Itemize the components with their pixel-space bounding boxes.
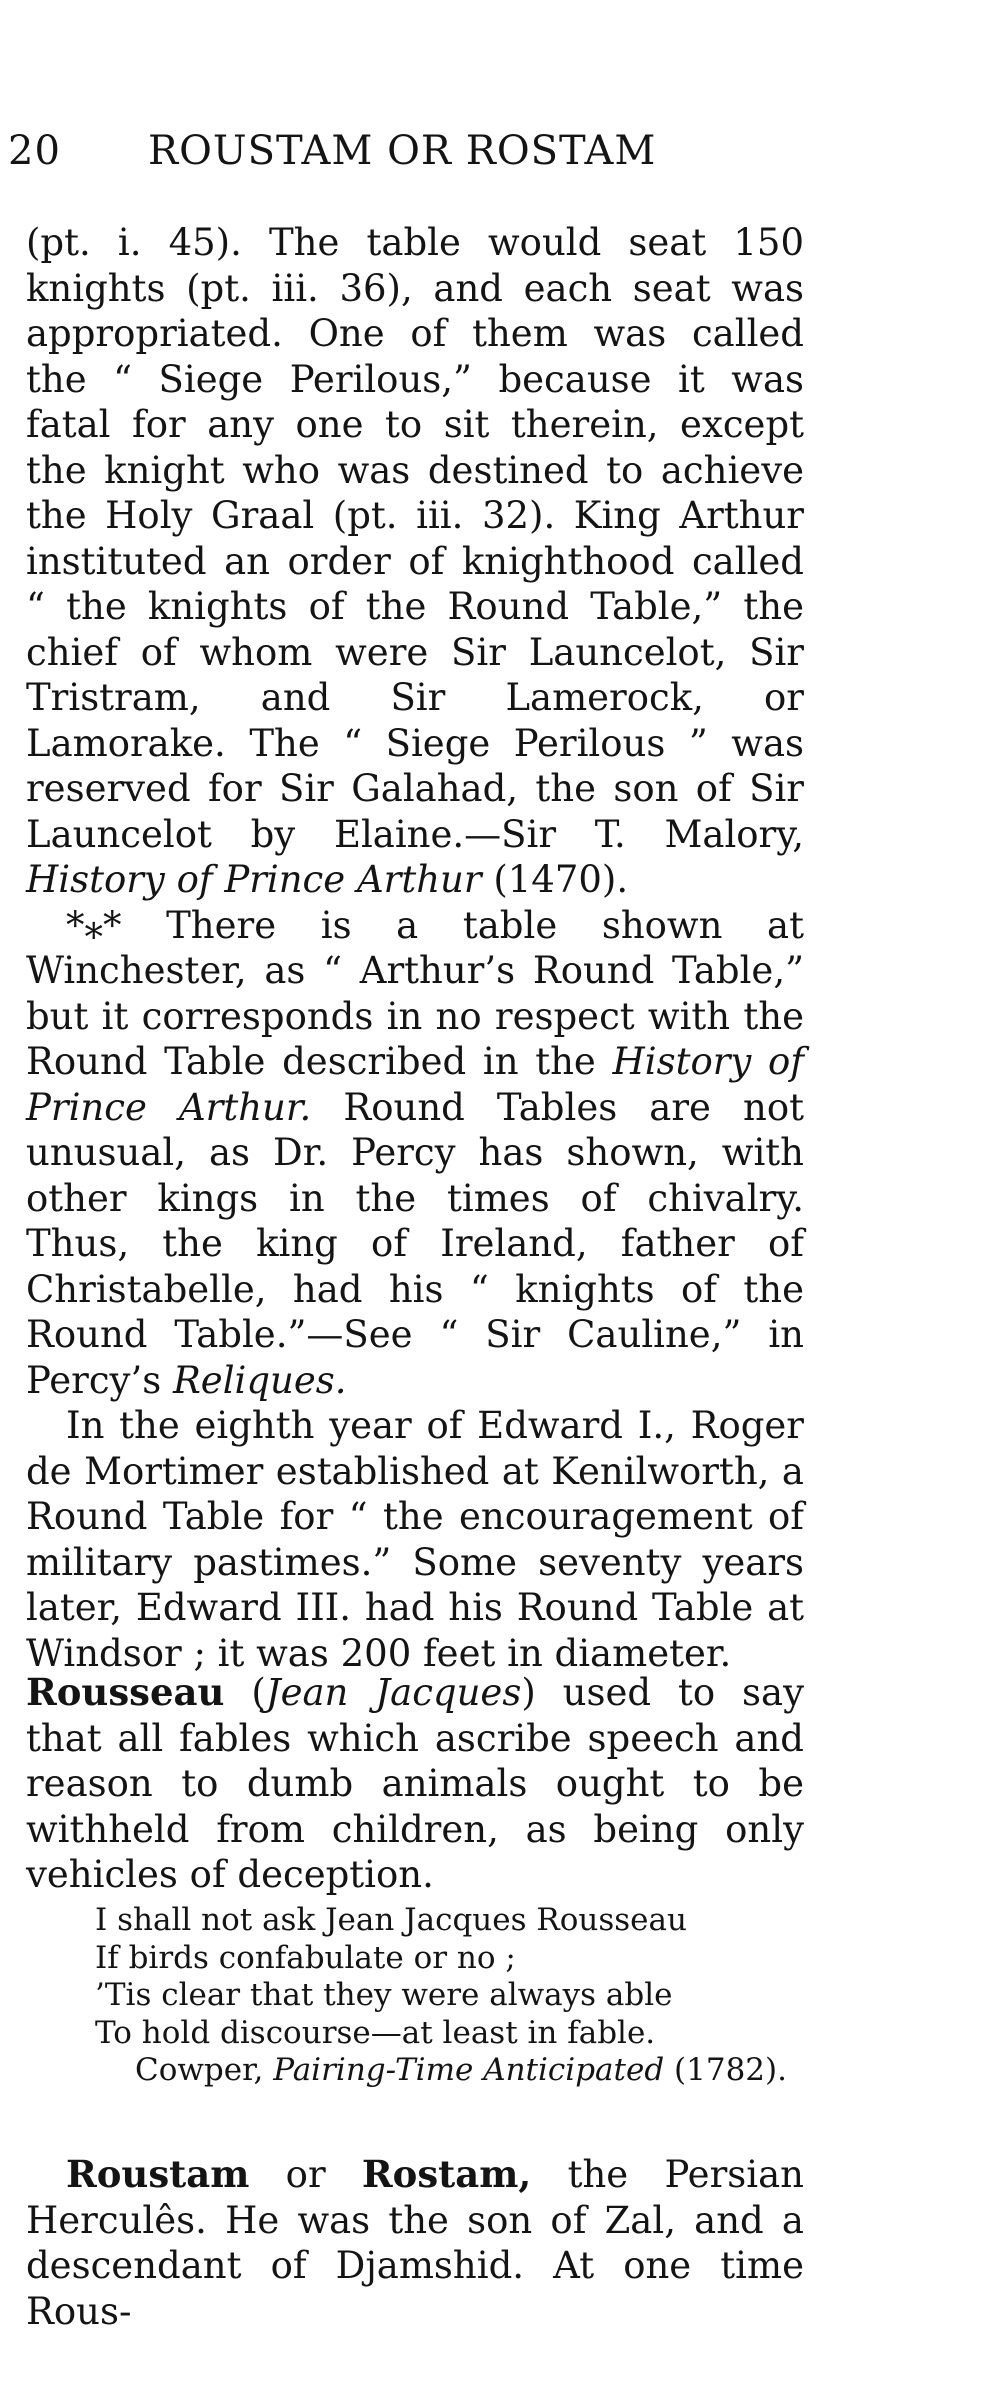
roustam-paragraph: Roustam or Rostam, the Persian Herculês. He was the son of Zal, and a descendant of Djamshid. At one time Rous- — [26, 2152, 804, 2333]
entry-headword: Roustam — [66, 2152, 250, 2196]
entry-headword-variant: Rostam, — [361, 2152, 532, 2196]
round-table-paragraph-1: (pt. i. 45). The table would seat 150 knights (pt. iii. 36), and each seat was appropriated. One of them was called the “ Siege Perilous,” because it was fatal for any one to sit therein, except the knight who was destined to achieve the Holy Graal (pt. iii. 32). King Arthur instituted an order of knighthood called “ the knights of the Round Table,” the chief of whom were Sir Launcelot, Sir Tristram, and Sir Lamerock, or Lamorake. The “ Siege Perilous ” was reserved for Sir Galahad, the son of Sir Launcelot by Elaine.—Sir T. Malory, History of Prince Arthur (1470). — [26, 221, 804, 901]
rousseau-paragraph: Rousseau (Jean Jacques) used to say that all fables which ascribe speech and reason to dumb animals ought to be withheld from children, as being only vehicles of deception. — [26, 1670, 804, 1896]
book-title: Reliques. — [172, 1358, 347, 1402]
round-table-paragraph-2: *⁎* There is a table shown at Winchester, as “ Arthur’s Round Table,” but it corresponds in no respect with the Round Table described in the History of Prince Arthur. Round Tables are not unusual, as Dr. Percy has shown, with other kings in the times of chivalry. Thus, the king of Ireland, father of Christabelle, had his “ knights of the Round Table.”—See “ Sir Cauline,” in Percy’s Reliques. — [26, 903, 804, 1402]
verse-quotation — [95, 1902, 815, 2090]
page-number: 20 — [8, 128, 61, 174]
roustam-entry — [26, 2152, 804, 2334]
book-title: History of Prince Arthur — [26, 858, 482, 901]
running-head — [8, 128, 708, 174]
verse-line: ’Tis clear that they were always able — [95, 1977, 673, 2013]
book-title: History of Prince Arthur. — [26, 1040, 804, 1129]
verse-citation: Cowper, Pairing-Time Anticipated (1782). — [135, 2052, 787, 2088]
entry-headword: Rousseau — [26, 1670, 225, 1714]
rousseau-entry — [26, 1670, 804, 1898]
round-table-paragraph-3: In the eighth year of Edward I., Roger de Mortimer established at Kenilworth, a Round Table for “ the encouragement of military pastimes.” Some seventy years later, Edward III. had his Round Table at Windsor ; it was 200 feet in diameter. — [26, 1404, 804, 1675]
verse-line: To hold discourse—at least in fable. — [95, 2014, 656, 2051]
page-title: ROUSTAM OR ROSTAM — [148, 128, 657, 174]
verse-line: I shall not ask Jean Jacques Rousseau — [95, 1902, 687, 1938]
verse-line: If birds confabulate or no ; — [95, 1939, 516, 1976]
person-name: Jean Jacques — [265, 1671, 522, 1714]
citation-work: Pairing-Time Anticipated — [273, 2052, 665, 2088]
round-table-entry — [26, 220, 804, 1676]
